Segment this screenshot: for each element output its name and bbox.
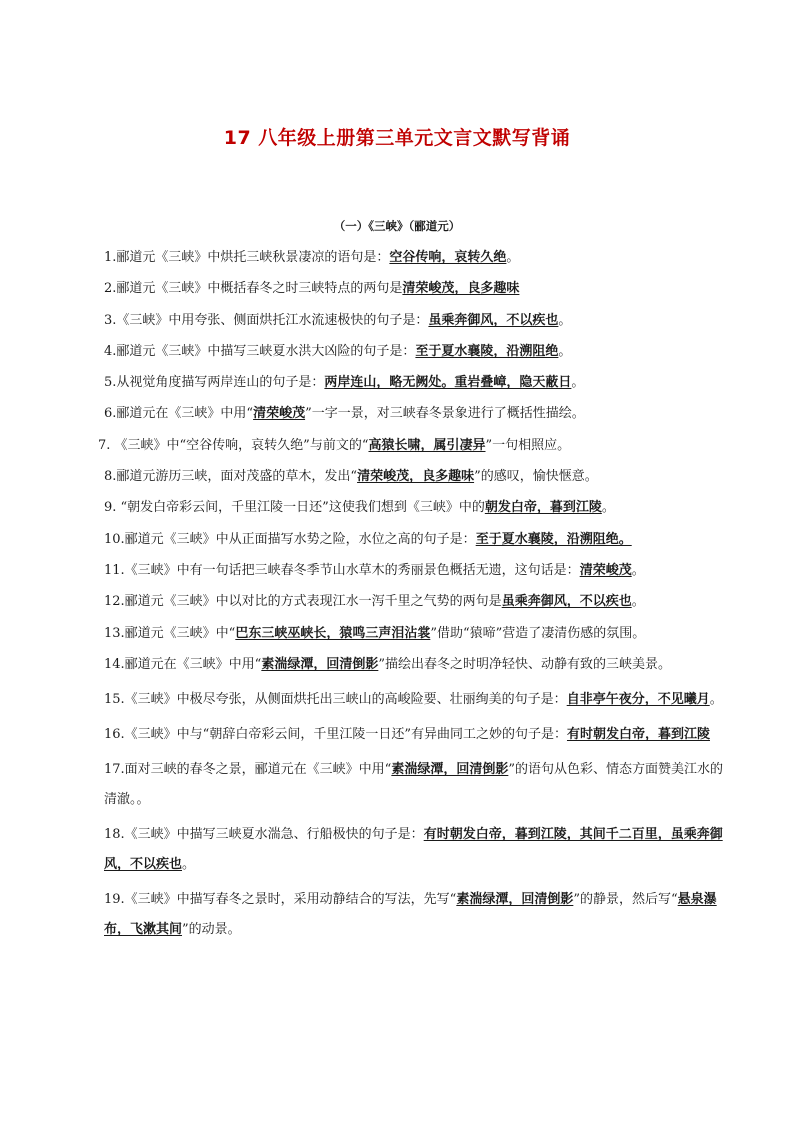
answer-text: 素湍绿潭，回清倒影 [456, 892, 574, 908]
item-text: 。 [709, 692, 723, 708]
list-item [104, 497, 724, 519]
answer-text: 有时朝发白帝，暮到江陵 [566, 727, 710, 743]
answer-text: 清荣峻茂 [579, 562, 632, 578]
list-item [104, 529, 724, 551]
list-item [104, 466, 724, 488]
item-text: 7. 《三峡》中“空谷传响，哀转久绝”与前文的“ [98, 437, 369, 453]
question-list [98, 247, 724, 950]
list-item [104, 623, 724, 645]
item-text: 18.《三峡》中描写三峡夏水湍急、行船极快的句子是： [104, 827, 424, 843]
list-item [104, 654, 724, 676]
item-text: 14.郦道元在《三峡》中用“ [104, 656, 262, 672]
list-item [104, 720, 724, 750]
answer-text: 清荣峻茂，良多趣味 [402, 281, 520, 297]
item-text: ”的感叹，愉快惬意。 [474, 469, 598, 485]
item-text: 15.《三峡》中极尽夸张，从侧面烘托出三峡山的高峻险要、壮丽绚美的句子是： [104, 692, 567, 708]
list-item [104, 372, 724, 394]
item-text: 10.郦道元《三峡》中从正面描写水势之险，水位之高的句子是： [104, 531, 476, 547]
item-text: 6.郦道元在《三峡》中用“ [104, 406, 254, 422]
page-title: 17 八年级上册第三单元文言文默写背诵 [223, 127, 571, 149]
answer-text: 高猿长啸，属引凄异 [368, 437, 486, 453]
item-text: 19.《三峡》中描写春冬之景时，采用动静结合的写法，先写“ [104, 892, 457, 908]
item-text: 。 [506, 250, 520, 265]
list-item [98, 435, 724, 457]
answer-text: 清荣峻茂 [253, 406, 306, 422]
item-text: ”的动景。 [182, 922, 241, 938]
item-text: 5.从视觉角度描写两岸连山的句子是： [104, 375, 325, 391]
item-text: ”的语句从色彩、情态方面赞美江水的清澈。。 [104, 762, 723, 808]
list-item [104, 685, 724, 715]
item-text: ”描绘出春冬之时明净轻快、动静有致的三峡美景。 [378, 656, 671, 672]
item-text: 13.郦道元《三峡》中“ [104, 625, 236, 641]
answer-text: 两岸连山，略无阙处。重岩叠嶂，隐天蔽日 [324, 375, 572, 391]
answer-text: 素湍绿潭，回清倒影 [261, 656, 379, 672]
list-item [104, 755, 724, 815]
item-text: 3.《三峡》中用夸张、侧面烘托江水流速极快的句子是： [104, 312, 429, 328]
item-text: 1.郦道元《三峡》中烘托三峡秋景凄凉的语句是： [104, 250, 390, 265]
item-text: 11.《三峡》中有一句话把三峡春冬季节山水草木的秀丽景色概括无遗，这句话是： [104, 562, 580, 578]
answer-text: 清荣峻茂，良多趣味 [357, 469, 475, 485]
answer-text: 悬泉瀑布，飞漱其间 [104, 892, 717, 938]
list-item [104, 820, 724, 880]
list-item [104, 310, 724, 332]
answer-text: 虽乘奔御风，不以疾也 [428, 312, 559, 328]
item-text: 16.《三峡》中与“朝辞白帝彩云间，千里江陵一日还”有异曲同工之妙的句子是： [104, 727, 567, 743]
item-text: 。 [558, 343, 572, 359]
list-item [104, 403, 724, 425]
item-text: ”一字一景，对三峡春冬景象进行了概括性描绘。 [305, 406, 585, 422]
item-text: 。 [182, 857, 196, 873]
item-text: ”的静景，然后写 [573, 892, 671, 908]
answer-text: 自非亭午夜分，不见曦月 [566, 692, 710, 708]
section-heading: （一）《三峡》（郦道元） [333, 219, 461, 233]
list-item [104, 885, 724, 945]
list-item [104, 591, 724, 613]
item-text: 17.面对三峡的春冬之景，郦道元在《三峡》中用“ [104, 762, 392, 778]
answer-text: 素湍绿潭，回清倒影 [391, 762, 509, 778]
item-text: 。 [558, 312, 572, 328]
answer-text: 朝发白帝，暮到江陵 [484, 500, 602, 516]
answer-text: 有时朝发白帝，暮到江陵，其间千二百里，虽乘奔御风，不以疾也 [104, 827, 723, 873]
item-text: 。 [631, 562, 645, 578]
list-item [104, 247, 724, 269]
item-text: 9. “朝发白帝彩云间，千里江陵一日还”这使我们想到《三峡》中的 [104, 500, 485, 516]
list-item [104, 560, 724, 582]
item-text: 12.郦道元《三峡》中以对比的方式表现江水一泻千里之气势的两句是 [104, 594, 502, 610]
answer-text: 空谷传响，哀转久绝 [389, 250, 507, 265]
answer-text: 至于夏水襄陵，沿溯阻绝。 [475, 531, 632, 547]
item-text: 8.郦道元游历三峡，面对茂盛的草木，发出“ [104, 469, 358, 485]
item-text: ”一句相照应。 [485, 437, 571, 453]
item-text: 。 [601, 500, 615, 516]
answer-text: 巴东三峡巫峡长，猿鸣三声泪沾裳 [235, 625, 431, 641]
item-text: ”借助“猿啼”营造了凄清伤感的氛围。 [430, 625, 646, 641]
list-item [104, 341, 724, 363]
item-text: 。 [631, 594, 645, 610]
list-item [104, 278, 724, 300]
item-text: 4.郦道元《三峡》中描写三峡夏水洪大凶险的句子是： [104, 343, 416, 359]
item-text: “ [671, 892, 678, 908]
item-text: 2.郦道元《三峡》中概括春冬之时三峡特点的两句是 [104, 281, 403, 297]
answer-text: 至于夏水襄陵，沿溯阻绝 [415, 343, 559, 359]
item-text: 。 [571, 375, 585, 391]
answer-text: 虽乘奔御风，不以疾也 [501, 594, 632, 610]
